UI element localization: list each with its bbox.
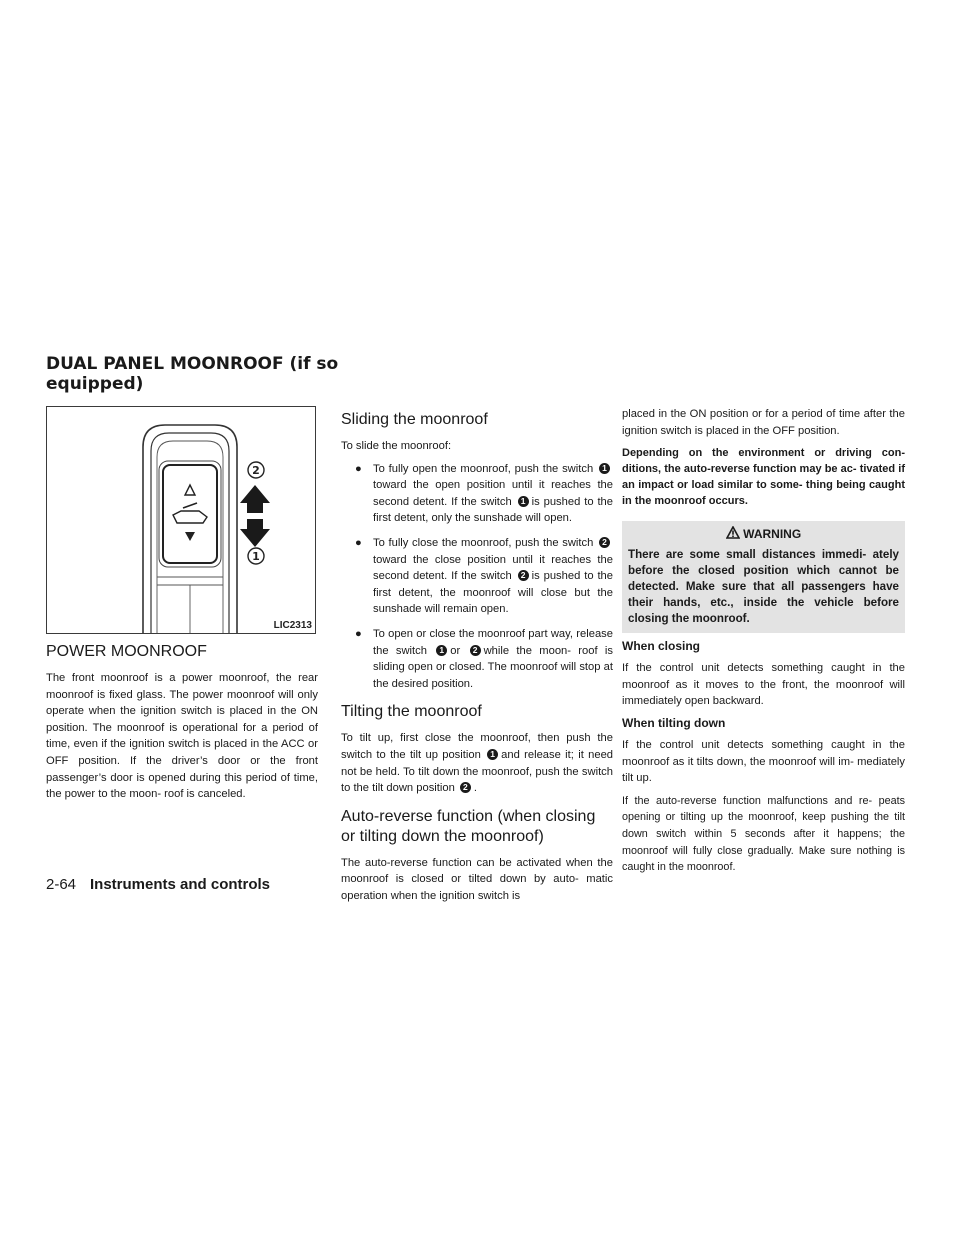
moonroof-switch-illustration (47, 407, 317, 635)
warning-title: WARNING (743, 527, 802, 542)
warning-text: There are some small distances immedi- ately before the closed position which cannot be detected. Make sure that all passengers have their hands, etc., inside the vehicle before closing the moonroof. (628, 548, 899, 626)
circled-number-icon: 1 (487, 749, 498, 760)
circled-number-icon: 1 (599, 463, 610, 474)
callout-1: 1 (252, 550, 260, 563)
auto-reverse-heading: Auto-reverse function (when closing or tilting down the moonroof) (341, 807, 596, 845)
bullet-text: is pushed to the first detent, only the sunshade will open. (373, 495, 613, 525)
tilting-body (341, 730, 613, 796)
bullet-mark: ● (355, 462, 362, 475)
tilting-text: . (473, 782, 478, 795)
bullet-text: while the moon- roof is sliding open or closed. The moonroof will stop at the desired position. (373, 644, 613, 690)
tilting-text: To tilt up, first close the moonroof, then push the switch to the tilt up position (341, 732, 613, 761)
bullet-text: toward the close position until it reaches the second detent. If the switch (373, 553, 613, 583)
bullet-fully-close (355, 535, 613, 618)
bullet-text: To fully open the moonroof, push the switch (373, 462, 594, 475)
section-title: DUAL PANEL MOONROOF (if so equipped) (46, 354, 339, 394)
bullet-mark: ● (355, 627, 362, 640)
sliding-intro: To slide the moonroof: (341, 440, 452, 452)
bullet-text: or (450, 644, 461, 657)
sliding-heading: Sliding the moonroof (341, 411, 488, 428)
column-2 (341, 410, 613, 910)
switch-figure (46, 406, 316, 634)
sliding-bullets (341, 461, 613, 693)
when-tilting-down-heading: When tilting down (622, 715, 726, 730)
when-closing-body: If the control unit detects something caught in the moonroof as it moves to the front, the moonroof will immediately open backward. (622, 662, 905, 708)
power-moonroof-heading: POWER MOONROOF (46, 643, 207, 660)
bullet-text: toward the open position until it reaches the second detent. If the switch (373, 479, 613, 508)
bullet-part-way (355, 626, 613, 692)
bullet-text: is pushed to the first detent, the moonroof will close but the sunshade will remain open. (373, 570, 613, 616)
auto-reverse-body: The auto-reverse function can be activated when the moonroof is closed or tilted down by auto- matic operation when the ignition switch is (341, 856, 613, 902)
column-1 (46, 406, 318, 809)
when-tilting-down-body: If the control unit detects something caught in the moonroof as it tilts down, the moonroof will im- mediately tilt up. (622, 738, 905, 785)
bullet-fully-open (355, 461, 613, 527)
bullet-text: To fully close the moonroof, push the switch (373, 536, 594, 549)
warning-triangle-icon (726, 526, 740, 539)
callout-2: 2 (252, 464, 260, 477)
circled-number-icon: 1 (518, 496, 529, 507)
tilting-heading: Tilting the moonroof (341, 703, 482, 721)
warning-header (628, 521, 899, 547)
when-tilting-down-body-2: If the auto-reverse function malfunctions and re- peats opening or tilting up the moonroof, keep pushing the tilt down switch within 5 seconds after it happens; the moonroof will fully close gradually. Make sure nothing is caught in the moonroof. (622, 794, 905, 874)
tilting-text: and release it; it need not be held. To tilt down the moonroof, push the switch to the tilt down position (341, 748, 614, 795)
figure-label: LIC2313 (273, 620, 312, 631)
warning-box (622, 521, 905, 633)
circled-number-icon: 2 (460, 782, 471, 793)
circled-number-icon: 2 (518, 570, 529, 581)
power-moonroof-body: The front moonroof is a power moonroof, the rear moonroof is fixed glass. The power moonroof will only operate when the ignition switch is placed in the ON position. The moonroof is operational for a period of time, even if the ignition switch is placed in the ACC or OFF position. If the driver’s door or the front passenger’s door is opened during this period of time, the power to the moon- roof is canceled. (46, 672, 318, 801)
page-number: 2-64 (46, 876, 77, 893)
auto-reverse-note: Depending on the environment or driving con- ditions, the auto-reverse function may be ac- tivated if an impact or load similar to some- thing being caught in the moonroof occurs. (622, 447, 905, 508)
footer-section-name: Instruments and controls (90, 876, 271, 893)
circled-number-icon: 2 (470, 645, 481, 656)
when-closing-heading: When closing (622, 639, 700, 654)
auto-reverse-body-cont: placed in the ON position or for a period of time after the ignition switch is placed in the OFF position. (622, 408, 905, 437)
circled-number-icon: 2 (599, 537, 610, 548)
bullet-mark: ● (355, 536, 362, 549)
bullet-text: To open or close the moonroof part way, release the switch (373, 627, 613, 657)
column-3 (622, 406, 905, 882)
circled-number-icon: 1 (436, 645, 447, 656)
